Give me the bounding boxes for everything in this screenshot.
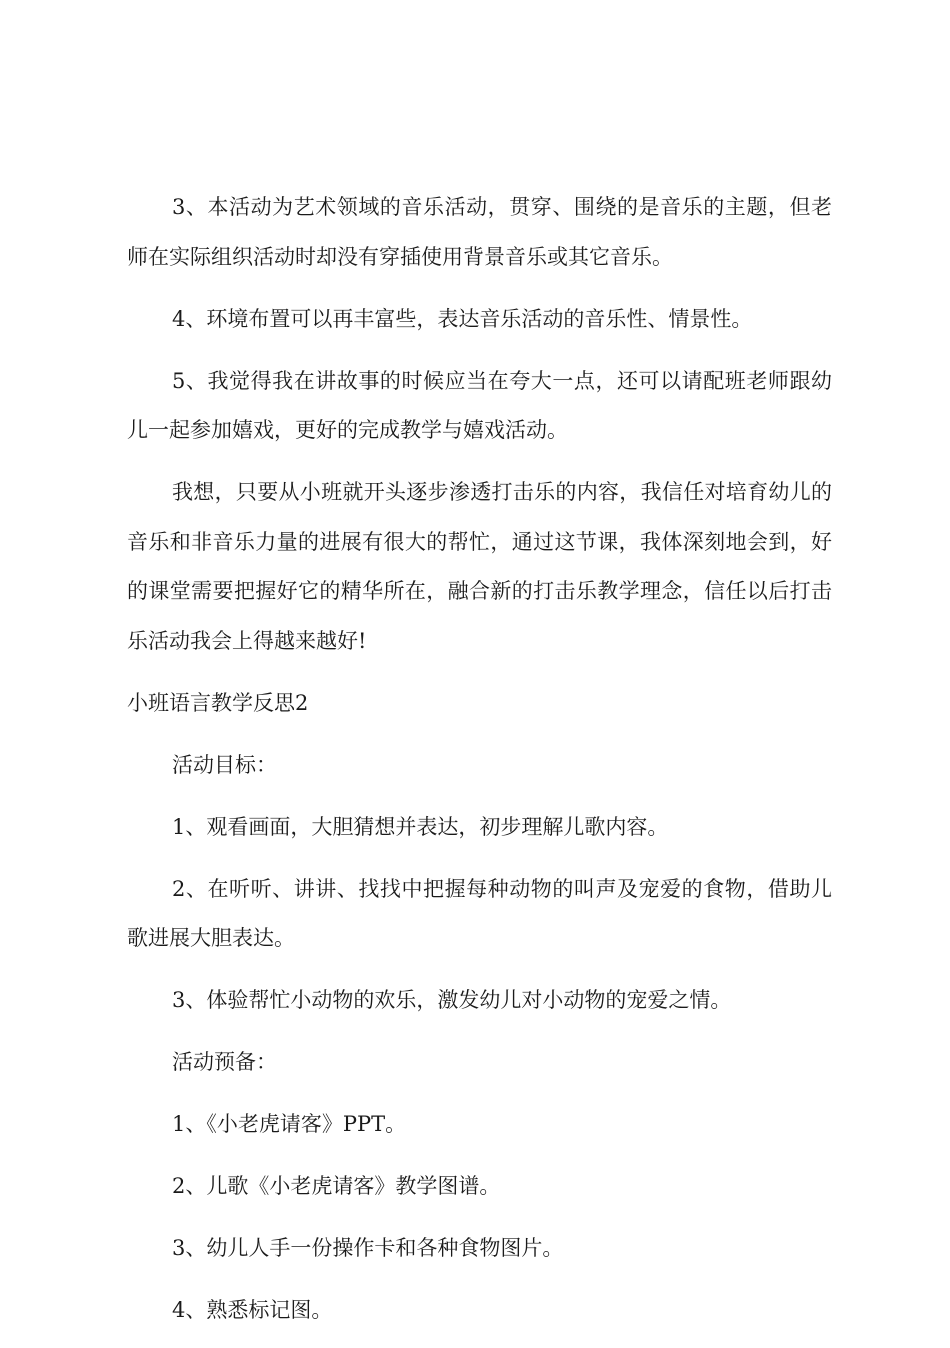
prep-item-2: 2、儿歌《小老虎请客》教学图谱。 bbox=[172, 1174, 501, 1198]
prep-item-1: 1、《小老虎请客》PPT。 bbox=[172, 1112, 407, 1136]
activity-prep-label: 活动预备： bbox=[172, 1050, 277, 1074]
prep-item-3: 3、幼儿人手一份操作卡和各种食物图片。 bbox=[172, 1236, 564, 1260]
paragraph-point-4: 4、环境布置可以再丰富些，表达音乐活动的音乐性、情景性。 bbox=[172, 306, 753, 331]
activity-goals-label: 活动目标： bbox=[172, 752, 277, 777]
section-heading: 小班语言教学反思2 bbox=[127, 690, 309, 715]
prep-item-4: 4、熟悉标记图。 bbox=[172, 1298, 333, 1322]
document-body bbox=[127, 183, 832, 1348]
goal-item-2: 2、在听听、讲讲、找找中把握每种动物的叫声及宠爱的食物，借助儿歌进展大胆表达。 bbox=[127, 876, 832, 950]
goal-item-1: 1、观看画面，大胆猜想并表达，初步理解儿歌内容。 bbox=[172, 814, 669, 839]
goal-item-3: 3、体验帮忙小动物的欢乐，激发幼儿对小动物的宠爱之情。 bbox=[172, 988, 732, 1012]
paragraph-reflection: 我想，只要从小班就开头逐步渗透打击乐的内容，我信任对培育幼儿的音乐和非音乐力量的进展有很大的帮忙，通过这节课，我体深刻地会到，好的课堂需要把握好它的精华所在，融合新的打击乐教学理念，信任以后打击乐活动我会上得越来越好! bbox=[127, 480, 832, 653]
paragraph-point-5: 5、我觉得我在讲故事的时候应当在夸大一点，还可以请配班老师跟幼儿一起参加嬉戏，更好的完成教学与嬉戏活动。 bbox=[127, 368, 832, 442]
paragraph-point-3: 3、本活动为艺术领域的音乐活动，贯穿、围绕的是音乐的主题，但老师在实际组织活动时却没有穿插使用背景音乐或其它音乐。 bbox=[127, 195, 832, 269]
